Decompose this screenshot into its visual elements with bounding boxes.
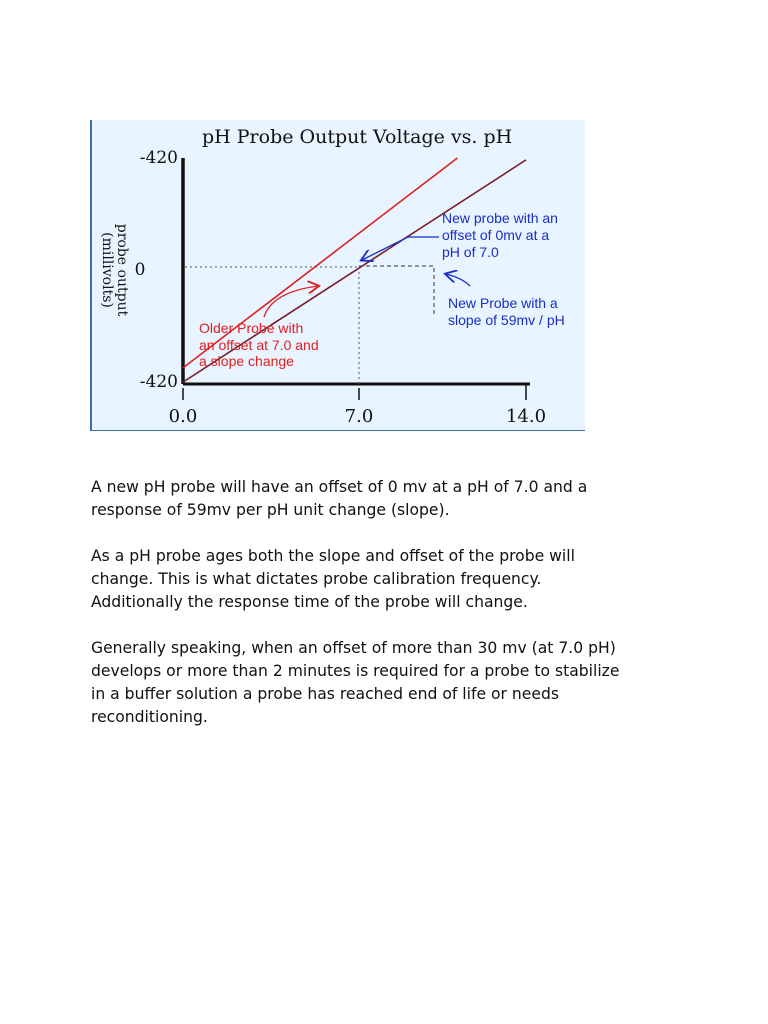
arrow-new-offset [362, 237, 439, 260]
annotation-new-slope: New Probe with a slope of 59mv / pH [448, 295, 565, 328]
paragraph-probe-aging: As a pH probe ages both the slope and offset of the probe will change. This is what dictates probe calibration frequency. Additionally the response time of the probe will change. [91, 547, 575, 611]
y-tick-label-bottom: -420 [139, 372, 178, 392]
arrow-new-slope [446, 274, 470, 286]
ph-probe-chart [90, 120, 585, 431]
x-tick-label-14: 14.0 [505, 406, 547, 427]
y-axis-label [99, 224, 130, 317]
chart-svg [92, 120, 587, 431]
y-axis-label-line2: (millivolts) [99, 232, 115, 308]
paragraph-end-of-life: Generally speaking, when an offset of more than 30 mv (at 7.0 pH) develops or more than 2 minutes is required for a probe to stabilize in a buffer solution a probe has reached end of life or needs reconditioning. [91, 639, 620, 726]
paragraph-new-probe: A new pH probe will have an offset of 0 mv at a pH of 7.0 and a response of 59mv per pH unit change (slope). [91, 478, 588, 519]
x-tick-label-7: 7.0 [344, 406, 374, 427]
x-tick-label-0: 0.0 [168, 406, 198, 427]
annotation-new-offset: New probe with an offset of 0mv at a pH of 7.0 [442, 210, 558, 260]
y-tick-label-zero: 0 [134, 260, 146, 280]
y-tick-label-top: -420 [139, 148, 178, 168]
y-axis-label-line1: probe output [114, 223, 130, 317]
body-text [91, 476, 691, 752]
chart-title: pH Probe Output Voltage vs. pH [202, 126, 513, 148]
slope-guide [359, 266, 434, 316]
annotation-older-probe: Older Probe with an offset at 7.0 and a slope change [199, 320, 319, 369]
